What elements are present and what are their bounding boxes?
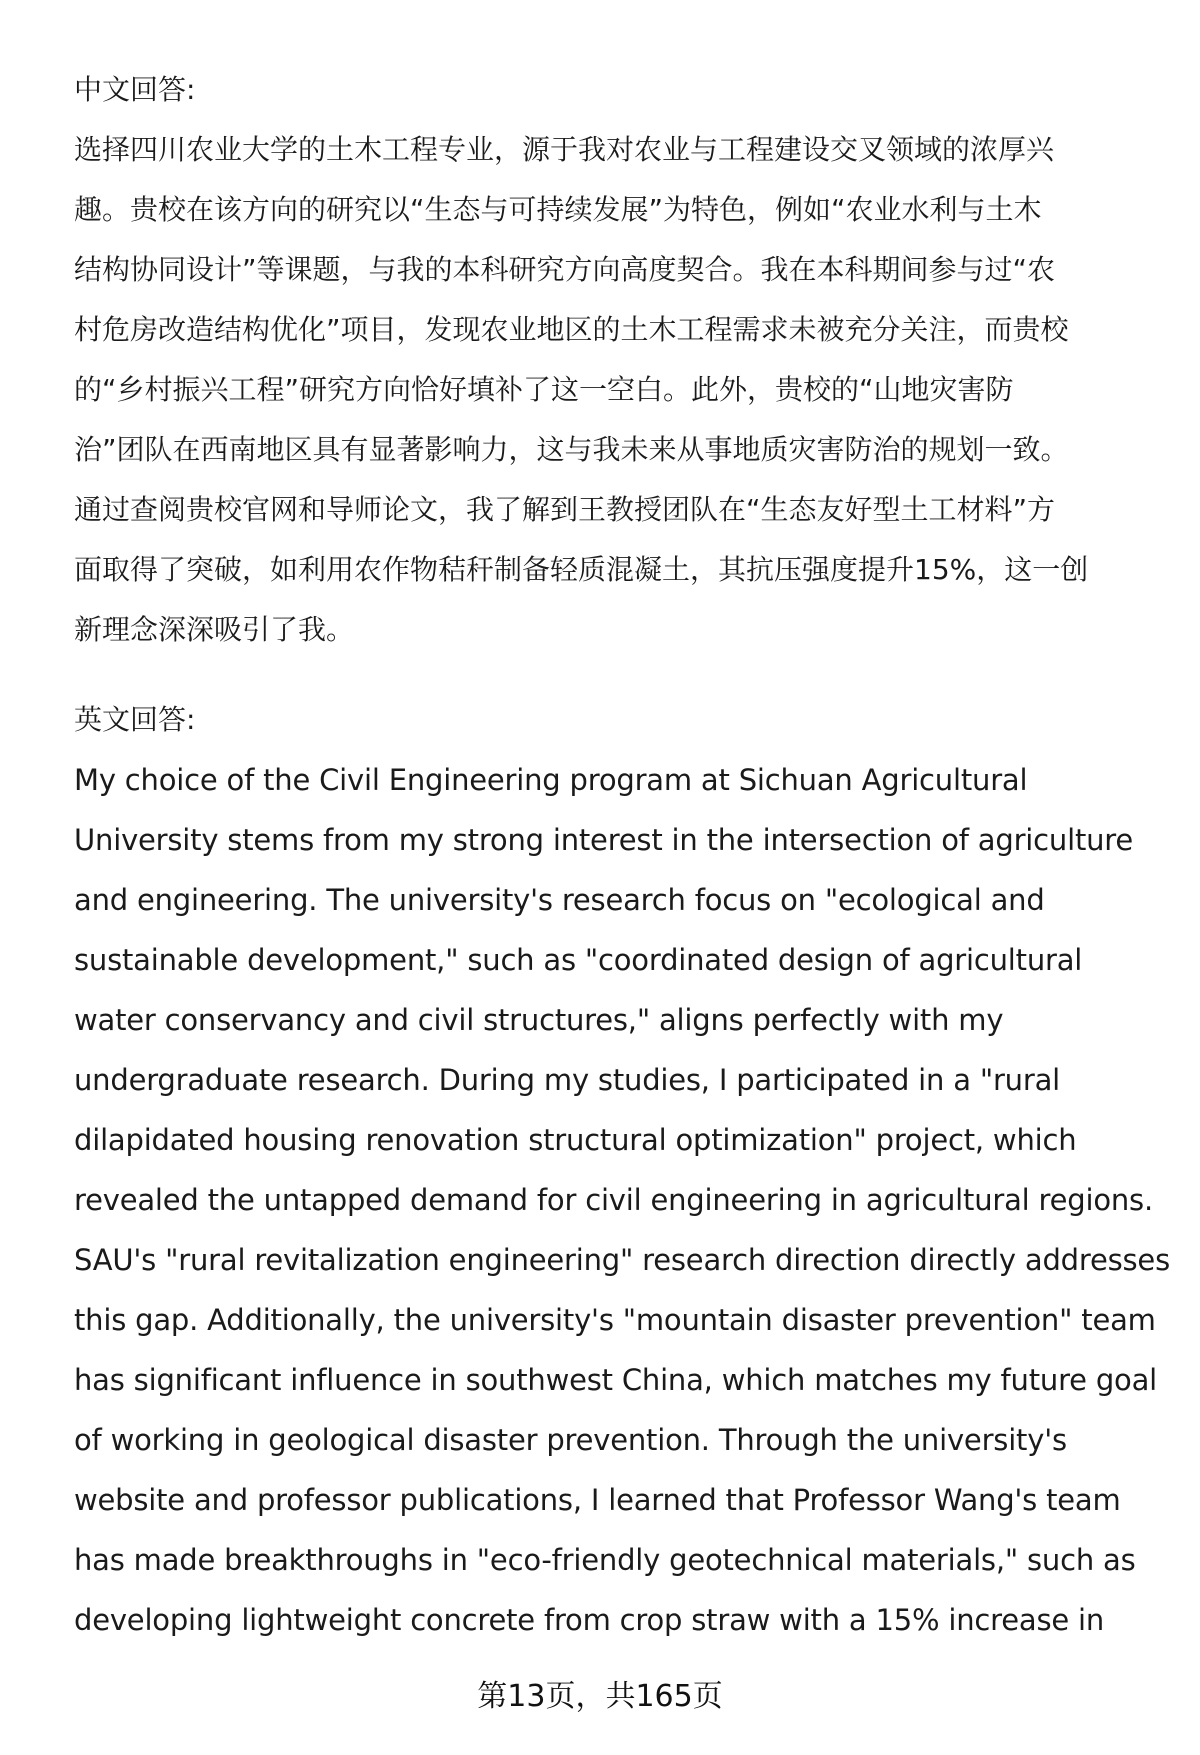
en-line: University stems from my strong interest in the intersection of agriculture: [74, 823, 1134, 857]
zh-line: 结构协同设计”等课题，与我的本科研究方向高度契合。我在本科期间参与过“农: [74, 253, 1056, 286]
en-line: has made breakthroughs in "eco-friendly geotechnical materials," such as: [74, 1543, 1136, 1577]
section-gap: [74, 660, 1164, 690]
en-line: revealed the untapped demand for civil engineering in agricultural regions.: [74, 1183, 1153, 1217]
en-line: water conservancy and civil structures," aligns perfectly with my: [74, 1003, 1004, 1037]
zh-line: 选择四川农业大学的土木工程专业，源于我对农业与工程建设交叉领域的浓厚兴: [74, 133, 1055, 166]
en-line: website and professor publications, I learned that Professor Wang's team: [74, 1483, 1121, 1517]
zh-line: 面取得了突破，如利用农作物秸秆制备轻质混凝土，其抗压强度提升15%，这一创: [74, 553, 1089, 586]
zh-paragraph: [74, 120, 1164, 660]
document-body: [74, 60, 1170, 1650]
en-line: and engineering. The university's research focus on "ecological and: [74, 883, 1045, 917]
en-line: SAU's "rural revitalization engineering" research direction directly addresses: [74, 1243, 1170, 1277]
en-line: developing lightweight concrete from crop straw with a 15% increase in: [74, 1603, 1105, 1637]
en-paragraph: [74, 750, 1170, 1650]
zh-line: 通过查阅贵校官网和导师论文，我了解到王教授团队在“生态友好型土工材料”方: [74, 493, 1056, 526]
en-line: has significant influence in southwest China, which matches my future goal: [74, 1363, 1157, 1397]
zh-heading: 中文回答:: [74, 73, 196, 106]
en-line: dilapidated housing renovation structural optimization" project, which: [74, 1123, 1077, 1157]
page-number: 第13页，共165页: [477, 1679, 723, 1714]
en-line: this gap. Additionally, the university's "mountain disaster prevention" team: [74, 1303, 1156, 1337]
en-heading: 英文回答:: [74, 703, 196, 736]
en-line: of working in geological disaster prevention. Through the university's: [74, 1423, 1067, 1457]
zh-line: 治”团队在西南地区具有显著影响力，这与我未来从事地质灾害防治的规划一致。: [74, 433, 1069, 466]
zh-line: 村危房改造结构优化”项目，发现农业地区的土木工程需求未被充分关注，而贵校: [74, 313, 1069, 346]
zh-line: 趣。贵校在该方向的研究以“生态与可持续发展”为特色，例如“农业水利与土木: [74, 193, 1042, 226]
en-line: undergraduate research. During my studies, I participated in a "rural: [74, 1063, 1061, 1097]
en-line: My choice of the Civil Engineering program at Sichuan Agricultural: [74, 763, 1028, 797]
en-line: sustainable development," such as "coordinated design of agricultural: [74, 943, 1083, 977]
zh-line: 新理念深深吸引了我。: [74, 613, 355, 646]
zh-line: 的“乡村振兴工程”研究方向恰好填补了这一空白。此外，贵校的“山地灾害防: [74, 373, 1014, 406]
